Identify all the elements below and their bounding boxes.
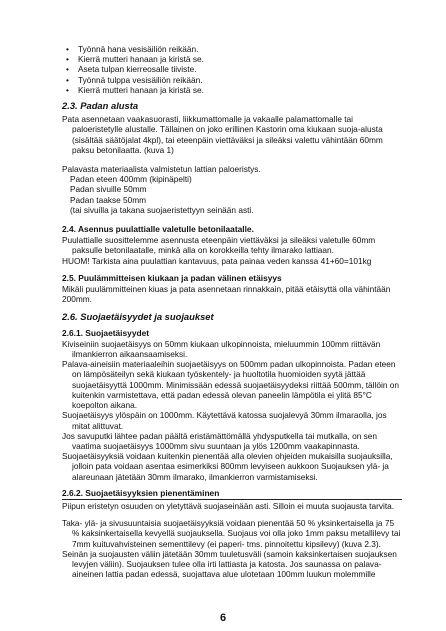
section-heading-text: 2.6.2. Suojaetäisyyksien pienentäminen: [62, 488, 402, 500]
list-item: • Kierrä mutteri hanaan ja kiristä se.: [78, 54, 402, 64]
text-line: (tai sivuilla ja takana suojaeristettyyn seinään asti.: [70, 204, 254, 215]
section-paragraph: Piipun eristetyn osuuden on yletyttävä suojaseinään asti. Silloin ei muuta suojausta tarvita.: [62, 500, 395, 511]
section-paragraph: Seinän ja suojausten väliin jätetään 30mm tuuletusväli (samoin kaksinkertaisen suojauksen levyjen väliin). Suojauksen tulee olla irti lattiasta ja katosta. Jos saunassa on palava-aineinen lattia padan edessä, suojattava alue ulotetaan 100mm luukun molemmille: [62, 548, 397, 580]
text-line: Padan taakse 50mm: [70, 194, 147, 205]
section-heading-2-6-2: [62, 488, 402, 500]
section-paragraph: Kiviseiniin suojaetäisyys on 50mm kiukaan ulkopinnoista, mieluummin 100mm riittävän ilmankierron aikaansaamiseksi.: [62, 338, 381, 360]
text-line: Palavasta materiaalista valmistetun lattian paloeristys.: [62, 164, 261, 175]
section-heading-2-6: 2.6. Suojaetäisyydet ja suojaukset: [62, 311, 214, 323]
section-paragraph: Pata asennetaan vaakasuorasti, liikkumattomalle ja vakaalle palamattomalle tai paloeristetylle alustalle. Tällainen on joko erillinen Kastorin oma kiukaan suoja-alusta (sisältää säätöjalat 4kpl), tai eteenpäin viettäväksi ja sileäksi valettu vähintään 60mm paksu betonilaatta. (kuva 1): [62, 114, 383, 155]
list-item: • Aseta tulpan kierreosalle tiiviste.: [78, 64, 402, 74]
text-line: Padan sivuille 50mm: [70, 184, 147, 195]
section-paragraph: Suojaetäisyyksiä voidaan kuitenkin pienentää alla olevien ohjeiden mukaisilla suojauksilla, jolloin pata voidaan asentaa esimerkiksi 800mm levyiseen aukkoon Suojauksen ylä- ja alareunaan jätetään 30mm ilmarako, ilmankierron varmistamiseksi.: [62, 451, 393, 482]
section-heading-2-3: 2.3. Padan alusta: [62, 100, 139, 112]
section-heading-2-4: 2.4. Asennus puulattialle valetulle betonilaatalle.: [62, 224, 254, 235]
text-line: Padan eteen 400mm (kipinäpelti): [70, 174, 192, 185]
list-item: • Työnnä tulppa vesisäiliön reikään.: [78, 75, 402, 85]
section-paragraph: Suojaetäisyys ylöspäin on 1000mm. Käytettävä katossa suojalevyä 30mm ilmaraolla, jos mitat alittuvat.: [62, 410, 387, 431]
section-heading-2-5: 2.5. Puulämmitteisen kiukaan ja padan välinen etäisyys: [62, 272, 282, 283]
section-heading-2-6-1: 2.6.1. Suojaetäisyydet: [62, 327, 150, 338]
page-number: 6: [219, 612, 227, 624]
section-paragraph: Taka- ylä- ja sivusuuntaisia suojaetäisyyksiä voidaan pienentää 50 % yksinkertaisella ja 75 % kaksinkertaisella kevyellä suojauksella. Suojaus voi olla joko 1mm paksu metallilevy tai 7mm kuituvahvisteinen sementtilevy (ei paperi- tms. pinnoitettu kipsilevy) (kuva 2.3).: [62, 518, 401, 549]
section-paragraph: Puulattialle suosittelemme asennusta eteenpäin viettäväksi ja sileäksi valetulle 60mm paksulle betonilaatalle, minkä alla on korokkeilla tehty ilmarako lattiaan.: [62, 235, 376, 256]
document-page: [62, 44, 402, 579]
list-item: • Kierrä mutteri hanaan ja kiristä se.: [78, 85, 402, 95]
list-item: • Työnnä hana vesisäiliön reikään.: [78, 44, 402, 54]
note-line: HUOM! Tarkista aina puulattian kantavuus, pata painaa veden kanssa 41+60=101kg: [62, 255, 372, 266]
section-paragraph: Palava-aineisiin materiaaleihin suojaetäisyys on 500mm padan ulkopinnoista. Padan eteen on lämpösäteilyn sekä kiukaan työskentely- ja huoltotila huomioiden syytä jättää suojaetäisyyttä 1000mm. Minimissään edessä suojaetäisyydeksi riittää 500mm, tällöin on kuitenkin varmistettava, että padan edessä olevan paneelin lämpötila ei ylitä 85°C koepolton aikana.: [62, 359, 399, 411]
section-paragraph: Mikäli puulämmitteinen kiuas ja pata asennetaan rinnakkain, pitää etäisyttä olla vähintään 200mm.: [62, 284, 391, 305]
install-steps-list: [62, 44, 402, 95]
section-paragraph: Jos savuputki lähtee padan päältä eristämättömällä yhdysputkella tai mutkalla, on sen vaatima suojaetäisyys 1000mm sivu suuntaan ja ylös 1200mm vaakapinnasta.: [62, 430, 378, 451]
